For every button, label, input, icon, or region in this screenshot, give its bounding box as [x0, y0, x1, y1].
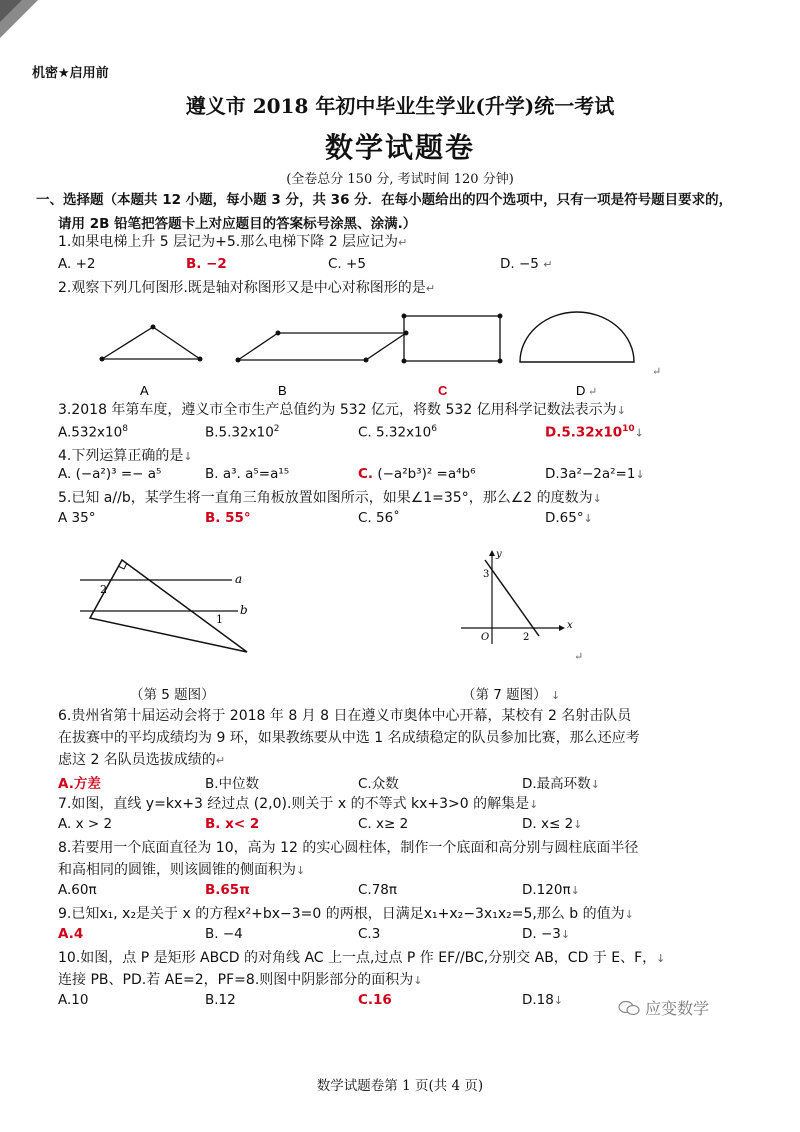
q6-option-a: A.方差 [58, 776, 101, 792]
origin-label: O [481, 632, 490, 643]
q7-option-d: D. x≤ 2↓ [522, 816, 583, 832]
q5-option-d: D.65°↓ [545, 510, 593, 526]
q10-option-d: D.18↓ [522, 992, 564, 1008]
question-10-line-2: 连接 PB、PD.若 AE=2，PF=8.则图中阴影部分的面积为↓ [58, 972, 423, 988]
figure-label-a: A [140, 383, 149, 398]
q1-option-d: D. −5 ↵ [500, 256, 553, 272]
triangle-ruler [90, 560, 247, 652]
figure-5 [70, 550, 270, 660]
figure-7 [455, 548, 575, 648]
q5-option-c: C. 56˚ [358, 510, 400, 526]
q4-option-b: B. a³. a⁵=a¹⁵ [205, 466, 290, 482]
q4-option-d: D.3a²−2a²=1↓ [545, 466, 645, 482]
q9-option-b: B. −4 [205, 926, 243, 942]
q3-option-a: $A.532x10^8$ [58, 424, 128, 441]
semicircle-figure [520, 312, 634, 362]
intercept-2-label: 2 [523, 632, 530, 643]
q9-option-a: A.4 [58, 926, 84, 942]
question-4: 4.下列运算正确的是↓ [58, 448, 193, 464]
line-graph [485, 560, 539, 636]
confidential-label: 机密★启用前 [32, 66, 109, 81]
enter-mark: ↵ [588, 385, 598, 398]
figure-label-b: B [278, 383, 287, 398]
parallelogram-figure [236, 331, 409, 363]
question-8-line-1: 8.若要用一个底面直径为 10，高为 12 的实心圆柱体，制作一个底面和高分别与圆柱底面半径 [58, 840, 639, 856]
question-9: 9.已知x₁, x₂是关于 x 的方程x²+bx−3=0 的两根，日满足x₁+x₂−3x₁x₂=5,那么 b 的值为↓ [58, 906, 634, 922]
question-6-line-1: 6.贵州省第十届运动会将于 2018 年 8 月 8 日在遵义市奥体中心开幕，某校有 2 名射击队员 [58, 708, 632, 724]
figure-label-d: D [576, 383, 586, 398]
q2-figures [80, 300, 680, 405]
question-2: 2.观察下列几何图形.既是轴对称图形又是中心对称图形的是↵ [58, 280, 436, 296]
q4-option-c: C. (−a²b³)² =a⁴b⁶ [358, 466, 476, 482]
q10-option-a: A.10 [58, 992, 89, 1008]
figure-5-caption: （第 5 题图） [130, 687, 215, 703]
question-6-line-2: 在拔赛中的平均成绩均为 9 环，如果教练要从中选 1 名成绩稳定的队员参加比赛，那么还应考 [58, 730, 640, 746]
paper-title: 数学试题卷 [324, 131, 475, 164]
figure-7-caption: （第 7 题图） ↓ [462, 687, 561, 703]
intercept-3-label: 3 [483, 569, 490, 580]
q10-option-b: B.12 [205, 992, 236, 1008]
q5-option-b: B. 55° [205, 510, 251, 526]
q9-option-d: D. −3↓ [522, 926, 571, 942]
question-7: 7.如图，直线 y=kx+3 经过点 (2,0).则关于 x 的不等式 kx+3>0 的解集是↓ [58, 796, 539, 812]
q7-option-b: B. x< 2 [205, 816, 260, 832]
question-5: 5.已知 a//b，某学生将一直角三角板放置如图所示，如果∠1=35°，那么∠2 的度数为↓ [58, 490, 602, 506]
q3-option-b: $B.5.32x10^2$ [205, 424, 280, 441]
enter-mark: ↵ [574, 650, 584, 663]
angle-2-label: 2 [100, 583, 107, 596]
q6-option-b: B.中位数 [205, 776, 260, 792]
question-1: 1.如果电梯上升 5 层记为+5.那么电梯下降 2 层应记为↵ [58, 234, 408, 250]
q1-option-c: C. +5 [328, 256, 366, 272]
triangle-figure [100, 325, 203, 362]
question-6-line-3: 虑这 2 名队员选拔成绩的↵ [58, 752, 226, 768]
x-label: x [567, 620, 573, 631]
watermark [618, 996, 709, 1019]
corner-texture [0, 0, 40, 40]
exam-title: 遵义市 2018 年初中毕业生学业(升学)统一考试 [185, 94, 615, 118]
question-3: 3.2018 年第车度，遵义市全市生产总值约为 532 亿元，将数 532 亿用科学记数法表示为↓ [58, 402, 626, 418]
q4-option-a: A. (−a²)³ =− a⁵ [58, 466, 162, 482]
q1-option-b: B. −2 [186, 256, 227, 272]
q5-option-a: A 35° [58, 510, 96, 526]
q10-option-c: C.16 [358, 992, 392, 1008]
q3-option-c: C. $5.32x10^6$ [358, 424, 437, 441]
question-8-line-2: 和高相同的圆锥，则该圆锥的侧面积为↓ [58, 862, 306, 878]
figure-label-c: C [438, 383, 448, 398]
q6-option-d: D.最高环数↓ [522, 776, 600, 792]
question-10-line-1: 10.如图，点 P 是矩形 ABCD 的对角线 AC 上一点,过点 P 作 EF//BC,分别交 AB，CD 于 E、F，↓ [58, 950, 666, 966]
q7-option-c: C. x≥ 2 [358, 816, 409, 832]
q7-option-a: A. x > 2 [58, 816, 113, 832]
q3-option-d: $D.5.32x10^{10}↓$ [545, 424, 644, 441]
rectangle-figure [402, 314, 503, 364]
page-footer: 数学试题卷第 1 页(共 4 页) [316, 1078, 484, 1094]
enter-mark: ↵ [652, 365, 662, 378]
exam-subtitle: (全卷总分 150 分, 考试时间 120 分钟) [286, 172, 514, 187]
watermark-text: 应变数学 [645, 999, 710, 1018]
q8-option-a: A.60π [58, 882, 97, 898]
y-label: y [496, 549, 502, 560]
label-a: a [235, 572, 243, 586]
section-instructions [36, 188, 776, 236]
q8-option-c: C.78π [358, 882, 398, 898]
section-line-1: 一、选择题（本题共 12 小题，每小题 3 分，共 36 分．在每小题给出的四个选项中，只有一项是符号题目要求的， [36, 192, 733, 208]
section-line-2: 请用 2B 铅笔把答题卡上对应题目的答案标号涂黑、涂满.） [58, 216, 417, 232]
label-b: b [240, 603, 248, 617]
q6-option-c: C.众数 [358, 776, 399, 792]
angle-1-label: 1 [216, 613, 223, 626]
q1-option-a: A. +2 [58, 256, 96, 272]
chat-bubble-icon [618, 999, 640, 1017]
q8-option-b: B.65π [205, 882, 250, 898]
q9-option-c: C.3 [358, 926, 381, 942]
q8-option-d: D.120π↓ [522, 882, 580, 898]
